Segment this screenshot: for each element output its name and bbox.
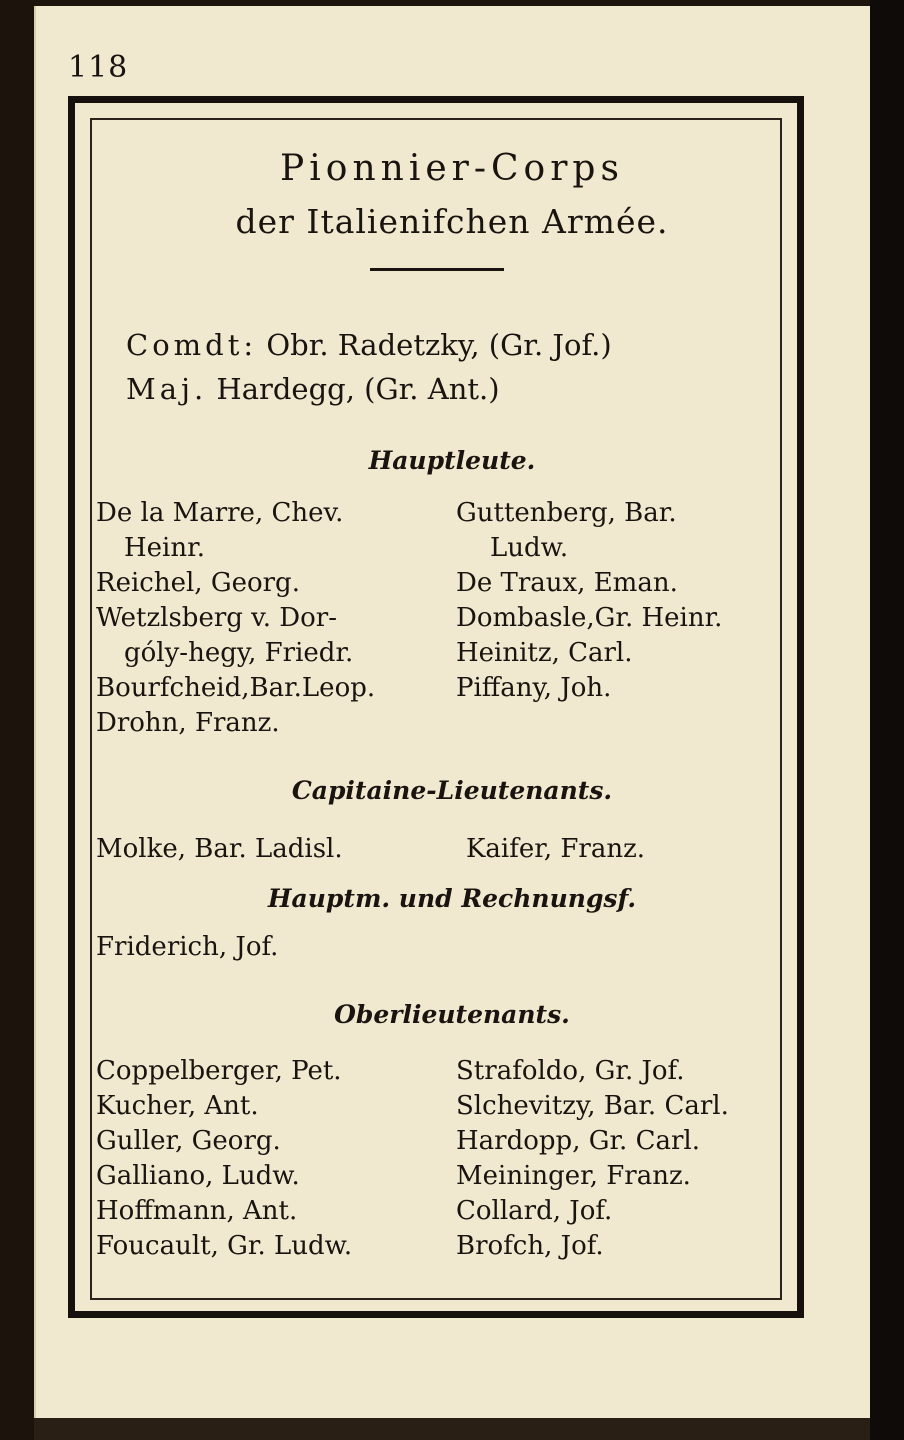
- list-item: Dombasle,Gr. Heinr.: [456, 603, 723, 633]
- oberlieutenants-left-column: [96, 1054, 352, 1264]
- section-heading-rechnungsfuehrer: Hauptm. und Rechnungsf.: [267, 884, 637, 913]
- page-number: 118: [68, 50, 129, 85]
- section-heading-oberlieutenants: Oberlieutenants.: [334, 1000, 570, 1029]
- hauptleute-left-column: [96, 496, 375, 741]
- list-item: Heinr.: [124, 533, 205, 563]
- page-title: Pionnier-Corps: [280, 148, 624, 189]
- capitaine-lieutenants-right-column: [466, 832, 645, 867]
- list-item: Friderich, Jof.: [96, 932, 279, 962]
- list-item: góly-hegy, Friedr.: [124, 638, 354, 668]
- section-heading-capitaine-lieutenants: Capitaine-Lieutenants.: [291, 776, 613, 805]
- list-item: Guttenberg, Bar.: [456, 498, 677, 528]
- commander-lead: Comdt:: [126, 328, 258, 362]
- list-item: Strafoldo, Gr. Jof.: [456, 1056, 685, 1086]
- title-divider: [370, 268, 504, 271]
- list-item: Foucault, Gr. Ludw.: [96, 1231, 353, 1261]
- list-item: Collard, Jof.: [456, 1196, 613, 1226]
- rechnungsfuehrer-column: [96, 930, 278, 965]
- major-name: Hardegg, (Gr. Ant.): [216, 372, 500, 406]
- list-item: Galliano, Ludw.: [96, 1161, 300, 1191]
- capitaine-lieutenants-left-column: [96, 832, 343, 867]
- list-item: Drohn, Franz.: [96, 708, 280, 738]
- list-item: Bourfcheid,Bar.Leop.: [96, 673, 376, 703]
- list-item: De Traux, Eman.: [456, 568, 678, 598]
- list-item: Kucher, Ant.: [96, 1091, 259, 1121]
- list-item: Piffany, Joh.: [456, 673, 612, 703]
- oberlieutenants-right-column: [456, 1054, 729, 1264]
- list-item: Guller, Georg.: [96, 1126, 281, 1156]
- list-item: Brofch, Jof.: [456, 1231, 604, 1261]
- list-item: Heinitz, Carl.: [456, 638, 633, 668]
- list-item: Reichel, Georg.: [96, 568, 300, 598]
- list-item: Hardopp, Gr. Carl.: [456, 1126, 700, 1156]
- list-item: Kaifer, Franz.: [466, 834, 646, 864]
- list-item: Wetzlsberg v. Dor-: [96, 603, 338, 633]
- page-subtitle: der Italienifchen Armée.: [235, 202, 669, 241]
- list-item: Coppelberger, Pet.: [96, 1056, 342, 1086]
- major-lead: Maj.: [126, 372, 208, 406]
- commander-name: Obr. Radetzky, (Gr. Jof.): [266, 328, 612, 362]
- section-heading-hauptleute: Hauptleute.: [368, 446, 536, 475]
- list-item: Hoffmann, Ant.: [96, 1196, 298, 1226]
- list-item: Ludw.: [490, 533, 569, 563]
- list-item: Molke, Bar. Ladisl.: [96, 834, 343, 864]
- hauptleute-right-column: [456, 496, 722, 706]
- list-item: De la Marre, Chev.: [96, 498, 344, 528]
- list-item: Slchevitzy, Bar. Carl.: [456, 1091, 729, 1121]
- commander-line: [126, 328, 612, 362]
- list-item: Meininger, Franz.: [456, 1161, 691, 1191]
- scan-bottom-edge: [34, 1418, 870, 1440]
- major-line: [126, 372, 500, 406]
